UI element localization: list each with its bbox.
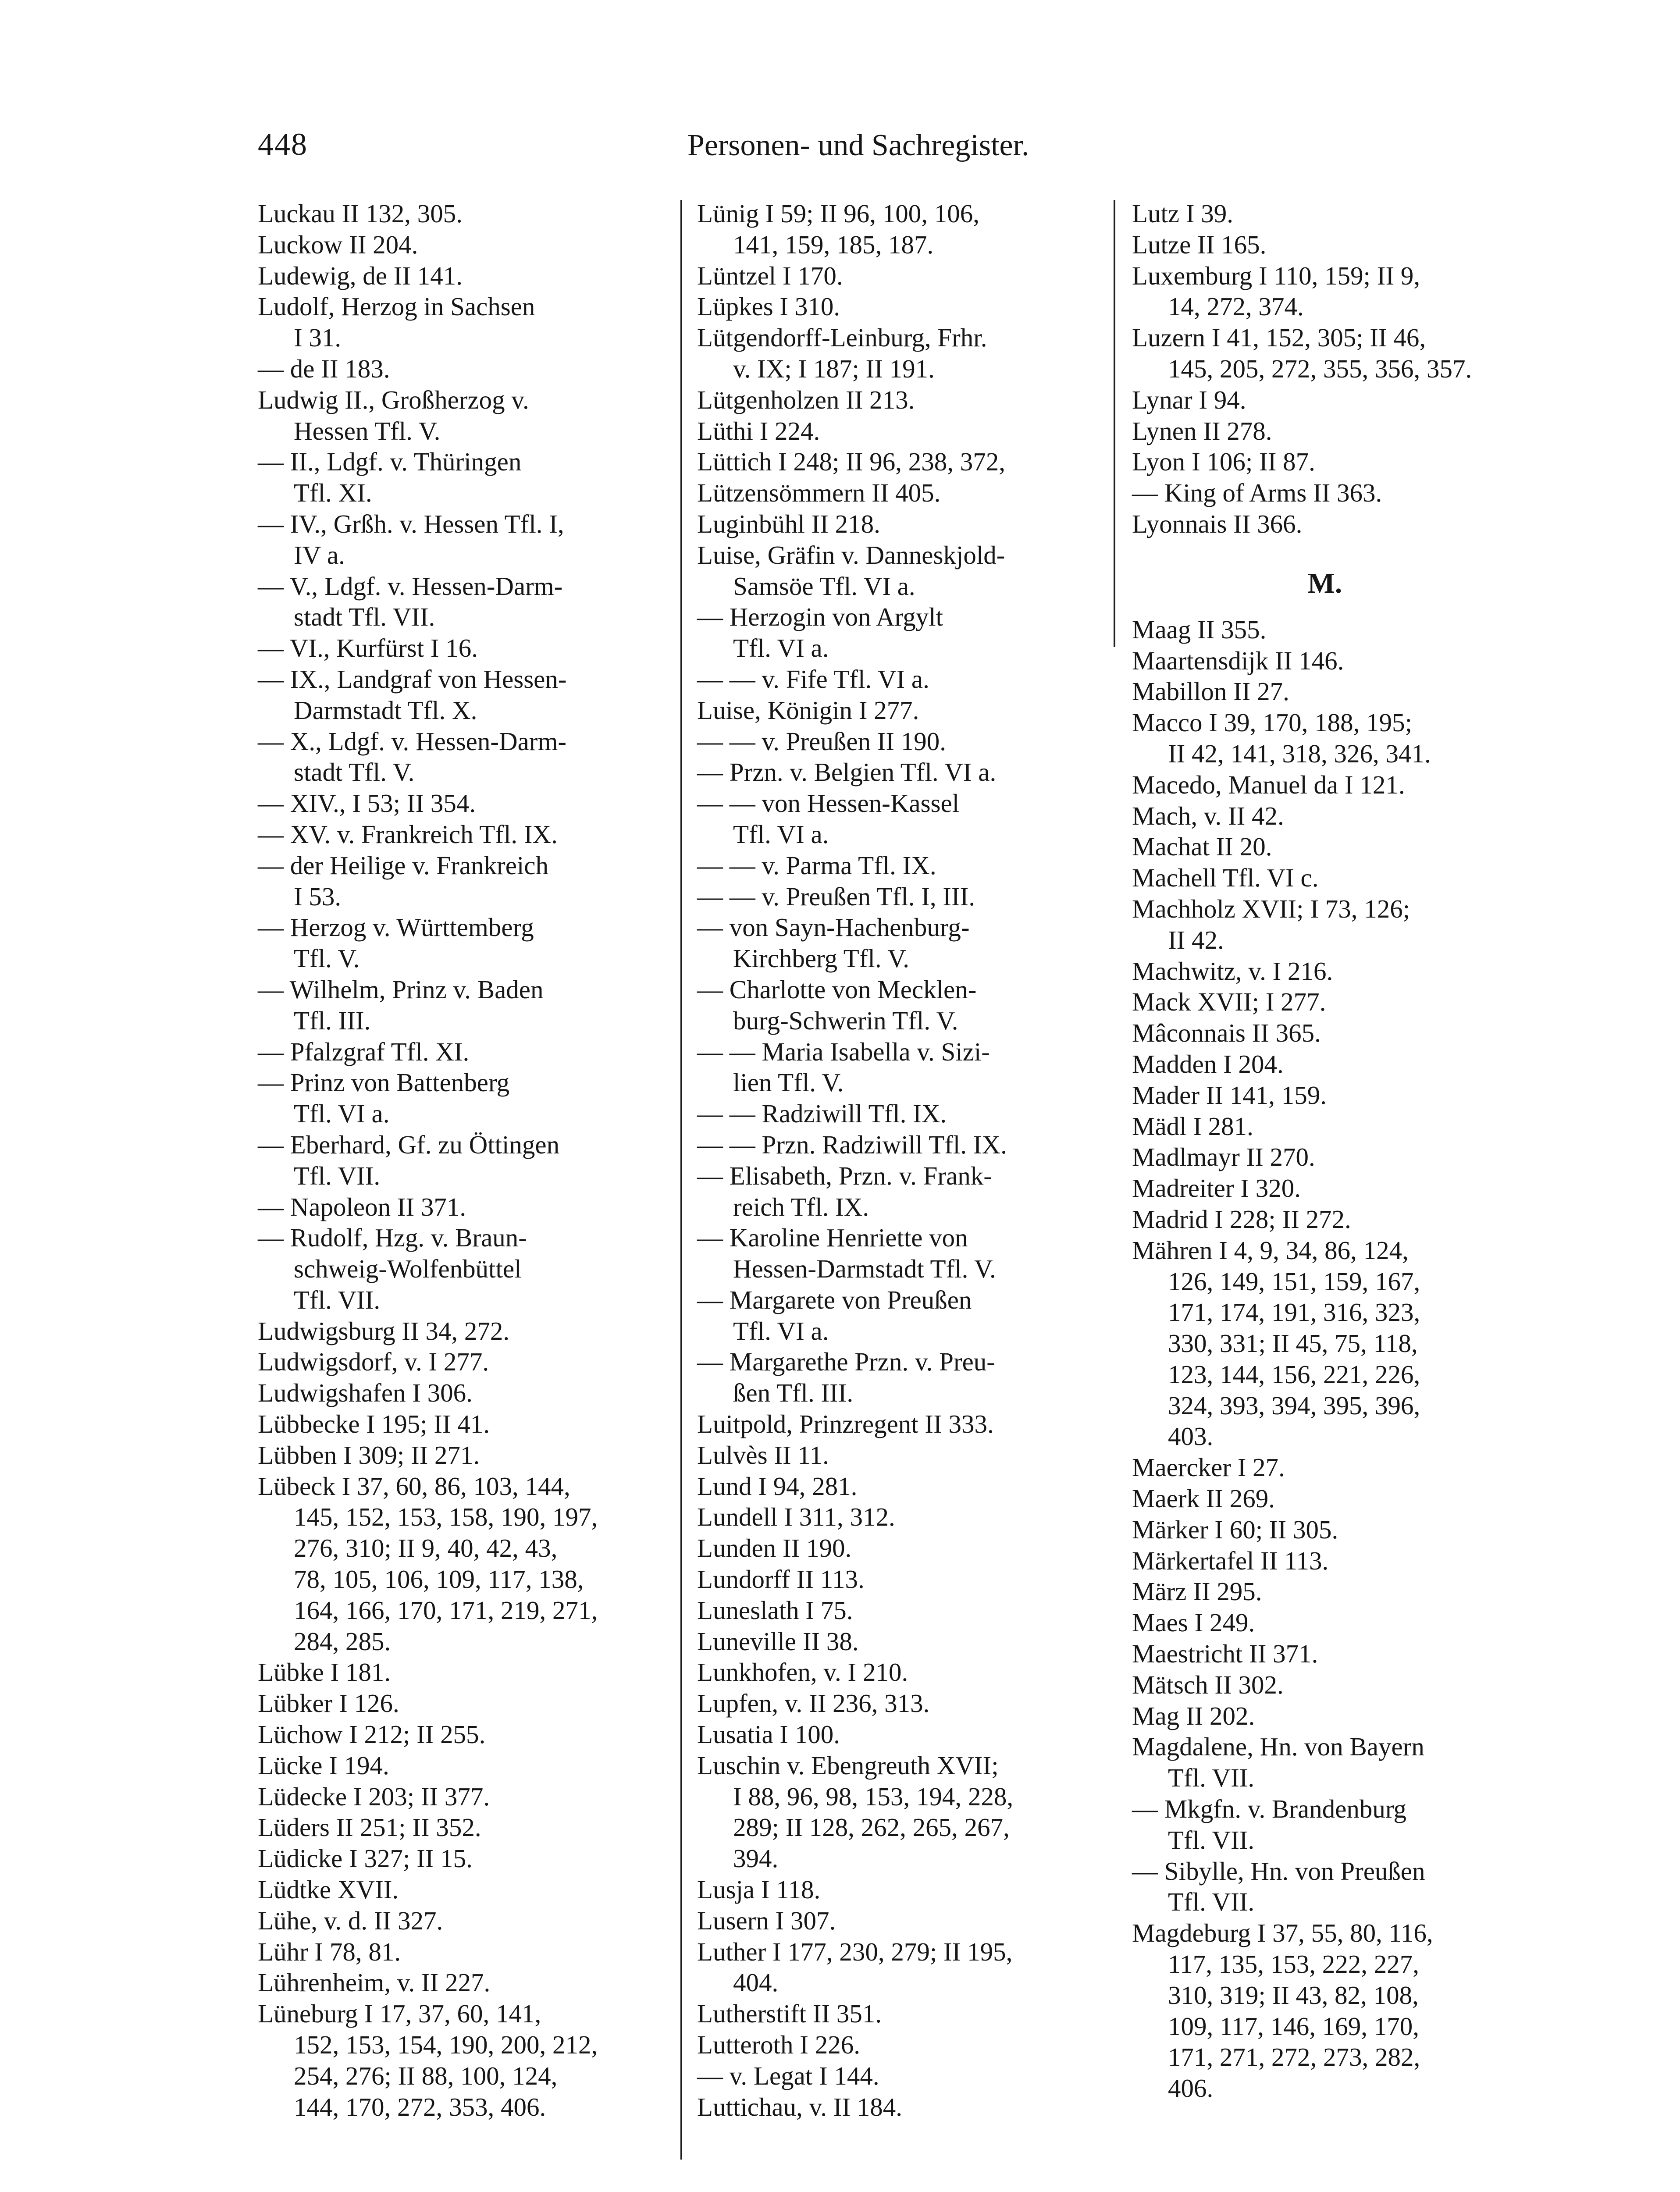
column-rule-left xyxy=(680,200,682,2160)
index-entry-continuation: Tfl. VII. xyxy=(294,1285,381,1314)
index-entry: Lüneburg I 17, 37, 60, 141, xyxy=(258,1999,541,2028)
index-entry: Madden I 204. xyxy=(1132,1049,1284,1078)
index-entry: Lunden II 190. xyxy=(697,1534,852,1563)
index-entry-continuation: I 53. xyxy=(294,882,342,911)
index-entry: Lüdtke XVII. xyxy=(258,1875,399,1904)
index-entry-continuation: lien Tfl. V. xyxy=(733,1068,844,1097)
index-entry-continuation: Tfl. VII. xyxy=(1168,1825,1255,1854)
index-entry: Mag II 202. xyxy=(1132,1701,1255,1730)
index-entry: März II 295. xyxy=(1132,1577,1262,1606)
index-entry: Maes I 249. xyxy=(1132,1608,1255,1637)
index-entry: — — Przn. Radziwill Tfl. IX. xyxy=(697,1130,1007,1159)
index-entry: Lüthi I 224. xyxy=(697,416,820,445)
index-entry-continuation: 145, 152, 153, 158, 190, 197, xyxy=(294,1502,598,1532)
index-entry: — Rudolf, Hzg. v. Braun- xyxy=(258,1223,527,1253)
index-entry: — Mkgfn. v. Brandenburg xyxy=(1132,1794,1406,1824)
index-entry: — — Radziwill Tfl. IX. xyxy=(697,1099,947,1128)
index-entry: — von Sayn-Hachenburg- xyxy=(697,913,970,942)
index-entry: Machholz XVII; I 73, 126; xyxy=(1132,894,1410,923)
index-entry-continuation: Tfl. XI. xyxy=(294,478,372,508)
section-letter-m: M. xyxy=(1307,567,1342,599)
index-entry: Macedo, Manuel da I 121. xyxy=(1132,770,1405,799)
index-entry: Lyon I 106; II 87. xyxy=(1132,447,1315,477)
index-entry: — Karoline Henriette von xyxy=(697,1223,968,1253)
index-entry: Lüders II 251; II 352. xyxy=(258,1813,481,1842)
index-entry: Machwitz, v. I 216. xyxy=(1132,956,1333,986)
index-entry-continuation: 123, 144, 156, 221, 226, xyxy=(1168,1359,1420,1389)
index-entry: — — Maria Isabella v. Sizi- xyxy=(697,1037,990,1066)
index-entry-continuation: II 42. xyxy=(1168,925,1224,954)
index-entry: — II., Ldgf. v. Thüringen xyxy=(258,447,522,477)
index-entry: Ludolf, Herzog in Sachsen xyxy=(258,292,535,321)
index-entry-continuation: Darmstadt Tfl. X. xyxy=(294,695,477,725)
index-entry-continuation: schweig-Wolfenbüttel xyxy=(294,1254,522,1284)
index-entry-continuation: 141, 159, 185, 187. xyxy=(733,230,934,259)
index-entry: — XIV., I 53; II 354. xyxy=(258,789,476,818)
index-entry: Luginbühl II 218. xyxy=(697,509,880,538)
index-entry-continuation: 404. xyxy=(733,1968,779,1997)
index-entry: Maestricht II 371. xyxy=(1132,1639,1318,1669)
index-entry: Lübeck I 37, 60, 86, 103, 144, xyxy=(258,1471,570,1501)
index-entry: Lütgendorff-Leinburg, Frhr. xyxy=(697,323,987,352)
index-column-3-part-1 xyxy=(1132,198,1544,540)
index-entry-continuation: stadt Tfl. VII. xyxy=(294,602,435,632)
index-entry-continuation: Tfl. V. xyxy=(294,944,360,973)
index-entry: Lübker I 126. xyxy=(258,1689,399,1718)
index-entry: — der Heilige v. Frankreich xyxy=(258,850,548,880)
index-entry-continuation: Tfl. VII. xyxy=(1168,1763,1255,1793)
index-entry-continuation: reich Tfl. IX. xyxy=(733,1192,869,1221)
index-entry: Madrid I 228; II 272. xyxy=(1132,1204,1351,1234)
index-entry-continuation: 276, 310; II 9, 40, 42, 43, xyxy=(294,1534,558,1563)
index-entry: Lulvès II 11. xyxy=(697,1440,829,1470)
index-entry: — VI., Kurfürst I 16. xyxy=(258,633,478,663)
index-entry: Mähren I 4, 9, 34, 86, 124, xyxy=(1132,1235,1409,1265)
index-entry: Lutherstift II 351. xyxy=(697,1999,882,2028)
index-entry-continuation: Tfl. VII. xyxy=(294,1161,381,1190)
index-entry: Lührenheim, v. II 227. xyxy=(258,1968,491,1997)
index-entry: Mâconnais II 365. xyxy=(1132,1018,1321,1048)
index-entry-continuation: ßen Tfl. III. xyxy=(733,1378,854,1408)
index-entry: Machell Tfl. VI c. xyxy=(1132,863,1319,893)
index-entry: Lützensömmern II 405. xyxy=(697,478,941,508)
index-entry: Maercker I 27. xyxy=(1132,1453,1285,1482)
index-entry: Lundorff II 113. xyxy=(697,1565,865,1594)
index-column-3-part-2 xyxy=(1132,614,1544,2104)
index-entry: Lühe, v. d. II 327. xyxy=(258,1906,443,1935)
index-column-2 xyxy=(697,198,1100,2122)
index-entry-continuation: 145, 205, 272, 355, 356, 357. xyxy=(1168,354,1472,383)
index-entry: Lutze II 165. xyxy=(1132,230,1267,259)
index-column-3 xyxy=(1132,198,1544,2104)
index-entry: Mader II 141, 159. xyxy=(1132,1080,1327,1110)
index-entry-continuation: IV a. xyxy=(294,540,345,569)
index-entry: — Sibylle, Hn. von Preußen xyxy=(1132,1856,1425,1886)
index-entry: — Herzogin von Argylt xyxy=(697,602,943,632)
index-entry: Lüdecke I 203; II 377. xyxy=(258,1782,490,1811)
index-entry-continuation: 171, 271, 272, 273, 282, xyxy=(1168,2043,1420,2072)
index-entry-continuation: II 42, 141, 318, 326, 341. xyxy=(1168,739,1431,768)
index-entry-continuation: 330, 331; II 45, 75, 118, xyxy=(1168,1329,1418,1358)
index-entry-continuation: Tfl. VI a. xyxy=(733,1316,829,1345)
index-entry: Mack XVII; I 277. xyxy=(1132,987,1326,1017)
index-entry: — Przn. v. Belgien Tfl. VI a. xyxy=(697,758,997,787)
index-entry-continuation: 144, 170, 272, 353, 406. xyxy=(294,2092,546,2121)
index-entry: Lusern I 307. xyxy=(697,1906,836,1935)
index-entry-continuation: Samsöe Tfl. VI a. xyxy=(733,571,915,601)
index-entry: Mach, v. II 42. xyxy=(1132,801,1284,830)
index-entry: Lütgenholzen II 213. xyxy=(697,385,915,414)
index-entry: Lusja I 118. xyxy=(697,1875,821,1904)
index-entry-continuation: 406. xyxy=(1168,2074,1214,2103)
index-entry: Luxemburg I 110, 159; II 9, xyxy=(1132,261,1420,290)
index-entry: — IX., Landgraf von Hessen- xyxy=(258,664,567,694)
index-entry: — — v. Preußen Tfl. I, III. xyxy=(697,882,975,911)
index-entry: Lunkhofen, v. I 210. xyxy=(697,1658,908,1687)
index-entry: Märker I 60; II 305. xyxy=(1132,1515,1338,1544)
index-entry: — Herzog v. Württemberg xyxy=(258,913,534,942)
index-entry: Luitpold, Prinzregent II 333. xyxy=(697,1409,994,1439)
index-entry-continuation: v. IX; I 187; II 191. xyxy=(733,354,935,383)
index-entry: Luckow II 204. xyxy=(258,230,418,259)
index-entry-continuation: Hessen Tfl. V. xyxy=(294,416,441,445)
index-entry: Luzern I 41, 152, 305; II 46, xyxy=(1132,323,1426,352)
index-entry: — X., Ldgf. v. Hessen-Darm- xyxy=(258,726,566,756)
index-entry: Magdalene, Hn. von Bayern xyxy=(1132,1732,1424,1761)
index-entry-continuation: Hessen-Darmstadt Tfl. V. xyxy=(733,1254,996,1284)
index-entry: Lyonnais II 366. xyxy=(1132,509,1303,538)
index-entry: Luneslath I 75. xyxy=(697,1595,853,1625)
index-entry: Märkertafel II 113. xyxy=(1132,1546,1329,1575)
index-entry: — IV., Grßh. v. Hessen Tfl. I, xyxy=(258,509,564,538)
index-entry: Luther I 177, 230, 279; II 195, xyxy=(697,1937,1013,1966)
index-entry-continuation: Tfl. VI a. xyxy=(733,633,829,663)
index-entry: Luise, Gräfin v. Danneskjold- xyxy=(697,540,1005,569)
index-entry: Luneville II 38. xyxy=(697,1626,859,1656)
index-entry-continuation: 126, 149, 151, 159, 167, xyxy=(1168,1267,1420,1296)
index-entry: — Elisabeth, Przn. v. Frank- xyxy=(697,1161,992,1190)
index-entry-continuation: 152, 153, 154, 190, 200, 212, xyxy=(294,2030,598,2060)
index-entry: Lusatia I 100. xyxy=(697,1720,840,1749)
index-entry-continuation: 289; II 128, 262, 265, 267, xyxy=(733,1813,1010,1842)
index-entry-continuation: burg-Schwerin Tfl. V. xyxy=(733,1006,958,1035)
index-entry: Lühr I 78, 81. xyxy=(258,1937,401,1966)
index-entry-continuation: 324, 393, 394, 395, 396, xyxy=(1168,1391,1420,1420)
index-entry: Luttichau, v. II 184. xyxy=(697,2092,903,2121)
index-entry: Madlmayr II 270. xyxy=(1132,1142,1315,1172)
index-entry: Lund I 94, 281. xyxy=(697,1471,858,1501)
index-entry-continuation: Tfl. VI a. xyxy=(733,819,829,849)
index-entry-continuation: 109, 117, 146, 169, 170, xyxy=(1168,2011,1420,2041)
index-entry: Luise, Königin I 277. xyxy=(697,695,919,725)
index-entry: Lüdicke I 327; II 15. xyxy=(258,1844,473,1873)
index-entry: Madreiter I 320. xyxy=(1132,1174,1301,1203)
index-entry: — — von Hessen-Kassel xyxy=(697,789,960,818)
index-entry: — de II 183. xyxy=(258,354,390,383)
index-entry-continuation: Tfl. VI a. xyxy=(294,1099,390,1128)
index-entry: — Charlotte von Mecklen- xyxy=(697,975,977,1004)
index-entry: Maerk II 269. xyxy=(1132,1484,1275,1513)
index-entry-continuation: Tfl. VII. xyxy=(1168,1887,1255,1917)
index-entry: — Wilhelm, Prinz v. Baden xyxy=(258,975,544,1004)
index-entry-continuation: 254, 276; II 88, 100, 124, xyxy=(294,2061,558,2090)
index-entry-continuation: 394. xyxy=(733,1844,779,1873)
index-entry: Lüntzel I 170. xyxy=(697,261,843,290)
index-entry-continuation: 310, 319; II 43, 82, 108, xyxy=(1168,1980,1419,2010)
index-entry: Mätsch II 302. xyxy=(1132,1670,1284,1699)
index-entry: Lynar I 94. xyxy=(1132,385,1246,414)
index-entry: Ludewig, de II 141. xyxy=(258,261,463,290)
index-entry: — — v. Preußen II 190. xyxy=(697,726,947,756)
index-entry: Lynen II 278. xyxy=(1132,416,1272,445)
index-entry: Lücke I 194. xyxy=(258,1751,389,1780)
index-entry-continuation: I 88, 96, 98, 153, 194, 228, xyxy=(733,1782,1014,1811)
index-entry: — Margarete von Preußen xyxy=(697,1285,972,1314)
index-entry: Maag II 355. xyxy=(1132,615,1267,644)
index-entry-continuation: 164, 166, 170, 171, 219, 271, xyxy=(294,1595,598,1625)
index-entry: Lundell I 311, 312. xyxy=(697,1502,895,1532)
index-entry: Lünig I 59; II 96, 100, 106, xyxy=(697,199,980,228)
index-entry: Lübke I 181. xyxy=(258,1658,391,1687)
index-entry: Machat II 20. xyxy=(1132,832,1272,861)
page-number: 448 xyxy=(258,127,308,162)
page-title: Personen- und Sachregister. xyxy=(687,128,1029,162)
index-entry: Magdeburg I 37, 55, 80, 116, xyxy=(1132,1918,1433,1948)
index-entry: Maartensdijk II 146. xyxy=(1132,646,1344,675)
index-entry: Ludwigshafen I 306. xyxy=(258,1378,473,1408)
index-entry-continuation: 117, 135, 153, 222, 227, xyxy=(1168,1950,1420,1979)
index-entry-continuation: I 31. xyxy=(294,323,342,352)
index-entry: Mädl I 281. xyxy=(1132,1111,1253,1141)
index-column-1 xyxy=(258,198,674,2122)
index-entry-continuation: 14, 272, 374. xyxy=(1168,292,1304,321)
index-entry: — — v. Parma Tfl. IX. xyxy=(697,850,936,880)
index-entry: — Margarethe Przn. v. Preu- xyxy=(697,1347,995,1377)
index-entry: — King of Arms II 363. xyxy=(1132,478,1382,508)
index-entry-continuation: Tfl. III. xyxy=(294,1006,371,1035)
index-entry: Macco I 39, 170, 188, 195; xyxy=(1132,708,1413,737)
index-entry: Ludwigsdorf, v. I 277. xyxy=(258,1347,489,1377)
index-entry: Luschin v. Ebengreuth XVII; xyxy=(697,1751,999,1780)
index-entry: — Napoleon II 371. xyxy=(258,1192,466,1221)
index-entry-continuation: Kirchberg Tfl. V. xyxy=(733,944,910,973)
index-entry: — — v. Fife Tfl. VI a. xyxy=(697,664,929,694)
index-entry: — XV. v. Frankreich Tfl. IX. xyxy=(258,819,558,849)
index-entry-continuation: 171, 174, 191, 316, 323, xyxy=(1168,1298,1420,1327)
index-entry: — v. Legat I 144. xyxy=(697,2061,879,2090)
index-entry-continuation: 403. xyxy=(1168,1422,1214,1451)
index-entry: Ludwig II., Großherzog v. xyxy=(258,385,529,414)
index-entry: Lüpkes I 310. xyxy=(697,292,840,321)
index-entry: Mabillon II 27. xyxy=(1132,677,1289,706)
index-entry: — V., Ldgf. v. Hessen-Darm- xyxy=(258,571,563,601)
index-entry-continuation: 284, 285. xyxy=(294,1626,391,1656)
index-entry: Lüttich I 248; II 96, 238, 372, xyxy=(697,447,1005,477)
index-entry: Lutz I 39. xyxy=(1132,199,1234,228)
index-entry: Lutteroth I 226. xyxy=(697,2030,860,2060)
index-entry: Ludwigsburg II 34, 272. xyxy=(258,1316,510,1345)
index-entry: Lübben I 309; II 271. xyxy=(258,1440,480,1470)
index-entry: Lüchow I 212; II 255. xyxy=(258,1720,486,1749)
index-entry: Luckau II 132, 305. xyxy=(258,199,463,228)
index-entry-continuation: stadt Tfl. V. xyxy=(294,758,415,787)
column-rule-right xyxy=(1114,200,1115,647)
index-entry: Lupfen, v. II 236, 313. xyxy=(697,1689,930,1718)
index-entry: — Pfalzgraf Tfl. XI. xyxy=(258,1037,470,1066)
index-entry: — Prinz von Battenberg xyxy=(258,1068,510,1097)
index-entry-continuation: 78, 105, 106, 109, 117, 138, xyxy=(294,1565,584,1594)
index-entry: Lübbecke I 195; II 41. xyxy=(258,1409,490,1439)
index-entry: — Eberhard, Gf. zu Öttingen xyxy=(258,1130,560,1159)
